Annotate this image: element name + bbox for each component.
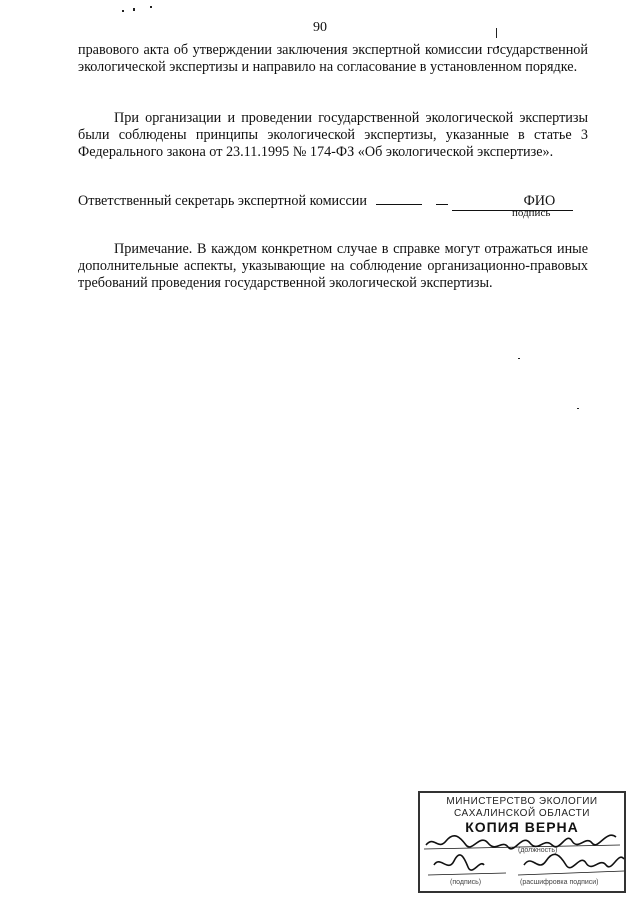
stamp-region: САХАЛИНСКОЙ ОБЛАСТИ — [454, 808, 590, 819]
scan-mark — [133, 8, 135, 11]
scan-mark — [122, 10, 124, 12]
stamp-title: КОПИЯ ВЕРНА — [465, 819, 579, 835]
stamp-position-label: (должность) — [518, 847, 558, 854]
handwritten-signatures — [420, 793, 628, 895]
stamp-signature-label: (подпись) — [450, 879, 482, 886]
stamp-ministry: МИНИСТЕРСТВО ЭКОЛОГИИ — [446, 796, 598, 807]
handwritten-position-underline — [424, 845, 620, 849]
fio-label: ФИО — [523, 193, 556, 209]
handwritten-name-underline — [518, 871, 624, 875]
scan-mark — [577, 408, 579, 409]
scan-mark — [150, 6, 152, 8]
page-number: 90 — [313, 20, 327, 35]
signature-blank — [436, 191, 448, 205]
paragraph-continuation: правового акта об утверждении заключения экспертной комиссии государственной экологической экспертизы и направило на согласование в установленном порядке. — [78, 42, 588, 76]
certification-stamp — [418, 791, 626, 893]
paragraph-principles: При организации и проведении государственной экологической экспертизы были соблюдены принципы экологической экспертизы, указанные в статье 3 Федерального закона от 23.11.1995 № 174-ФЗ «Об экологической экспертизе». — [78, 110, 588, 161]
signature-label: Ответственный секретарь экспертной комиссии — [78, 193, 367, 209]
scan-mark — [496, 28, 497, 38]
handwritten-signature-underline — [428, 873, 506, 875]
paragraph-note: Примечание. В каждом конкретном случае в справке могут отражаться иные дополнительные аспекты, указывающие на соблюдение организационно-правовых требований проведения государственной экологической экспертизы. — [78, 241, 588, 292]
handwritten-signature — [434, 855, 484, 870]
stamp-decoding-label: (расшифровка подписи) — [520, 879, 599, 886]
handwritten-name — [524, 854, 624, 867]
scan-mark — [518, 358, 520, 359]
signature-caption: подпись — [512, 207, 551, 219]
signature-blank — [376, 191, 422, 205]
